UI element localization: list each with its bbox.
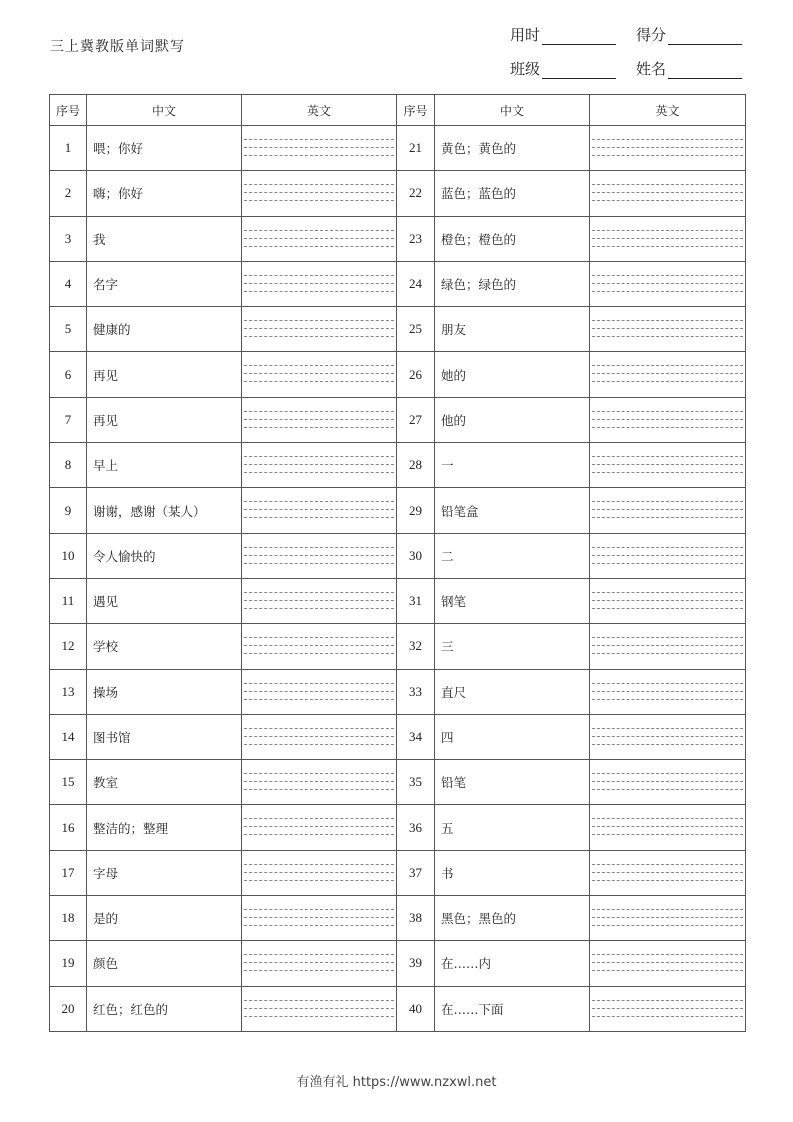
writing-guide-line <box>244 1000 394 1001</box>
writing-guide-line <box>592 1008 743 1009</box>
writing-guide-line <box>592 283 743 284</box>
writing-guide-line <box>244 184 394 185</box>
time-label: 用时 <box>510 26 541 44</box>
name-label: 姓名 <box>636 60 667 78</box>
english-answer-field[interactable] <box>242 216 397 261</box>
row-number: 28 <box>397 443 435 488</box>
english-answer-field[interactable] <box>242 805 397 850</box>
writing-guide-line <box>244 781 394 782</box>
english-answer-field[interactable] <box>242 397 397 442</box>
writing-guide-line <box>592 230 743 231</box>
writing-guide-line <box>592 419 743 420</box>
writing-guide-line <box>244 600 394 601</box>
english-answer-field[interactable] <box>590 760 746 805</box>
writing-guide-line <box>244 864 394 865</box>
english-answer-field[interactable] <box>590 896 746 941</box>
row-number: 13 <box>50 669 87 714</box>
row-number: 31 <box>397 578 435 623</box>
writing-guide-line <box>244 411 394 412</box>
writing-guide-line <box>592 925 743 926</box>
time-blank[interactable] <box>542 43 616 45</box>
header-chinese-left: 中文 <box>87 95 242 126</box>
writing-guide-line <box>244 456 394 457</box>
english-answer-field[interactable] <box>590 261 746 306</box>
table-row <box>50 171 746 216</box>
writing-guide-line <box>244 818 394 819</box>
writing-guide-line <box>244 826 394 827</box>
header-chinese-right: 中文 <box>435 95 590 126</box>
row-number: 10 <box>50 533 87 578</box>
chinese-word: 二 <box>435 533 590 578</box>
header-no-right: 序号 <box>397 95 435 126</box>
writing-guide-line <box>592 147 743 148</box>
chinese-word: 我 <box>87 216 242 261</box>
table-row <box>50 986 746 1031</box>
writing-guide-line <box>592 826 743 827</box>
chinese-word: 嗨；你好 <box>87 171 242 216</box>
writing-guide-line <box>244 139 394 140</box>
chinese-word: 红色；红色的 <box>87 986 242 1031</box>
english-answer-field[interactable] <box>242 307 397 352</box>
table-row <box>50 941 746 986</box>
english-answer-field[interactable] <box>590 624 746 669</box>
english-answer-field[interactable] <box>590 171 746 216</box>
writing-guide-line <box>592 275 743 276</box>
writing-guide-line <box>592 1016 743 1017</box>
writing-guide-line <box>592 411 743 412</box>
table-row <box>50 216 746 261</box>
writing-guide-line <box>244 872 394 873</box>
row-number: 9 <box>50 488 87 533</box>
writing-guide-line <box>592 291 743 292</box>
table-row <box>50 760 746 805</box>
writing-guide-line <box>592 699 743 700</box>
writing-guide-line <box>244 155 394 156</box>
table-row <box>50 896 746 941</box>
writing-guide-line <box>592 728 743 729</box>
writing-guide-line <box>244 683 394 684</box>
english-answer-field[interactable] <box>590 397 746 442</box>
writing-guide-line <box>244 1008 394 1009</box>
writing-guide-line <box>244 147 394 148</box>
chinese-word: 教室 <box>87 760 242 805</box>
writing-guide-line <box>592 691 743 692</box>
writing-guide-line <box>592 373 743 374</box>
english-answer-field[interactable] <box>590 352 746 397</box>
writing-guide-line <box>592 456 743 457</box>
writing-guide-line <box>244 962 394 963</box>
writing-guide-line <box>592 645 743 646</box>
writing-guide-line <box>592 834 743 835</box>
writing-guide-line <box>244 283 394 284</box>
writing-guide-line <box>592 744 743 745</box>
chinese-word: 他的 <box>435 397 590 442</box>
row-number: 14 <box>50 714 87 759</box>
english-answer-field[interactable] <box>242 261 397 306</box>
writing-guide-line <box>244 328 394 329</box>
writing-guide-line <box>244 645 394 646</box>
chinese-word: 四 <box>435 714 590 759</box>
chinese-word: 蓝色；蓝色的 <box>435 171 590 216</box>
writing-guide-line <box>244 336 394 337</box>
writing-guide-line <box>592 509 743 510</box>
english-answer-field[interactable] <box>590 714 746 759</box>
writing-guide-line <box>592 1000 743 1001</box>
writing-guide-line <box>592 909 743 910</box>
writing-guide-line <box>244 320 394 321</box>
writing-guide-line <box>592 365 743 366</box>
english-answer-field[interactable] <box>242 624 397 669</box>
writing-guide-line <box>592 501 743 502</box>
chinese-word: 在……下面 <box>435 986 590 1031</box>
row-number: 26 <box>397 352 435 397</box>
writing-guide-line <box>592 880 743 881</box>
row-number: 38 <box>397 896 435 941</box>
chinese-word: 名字 <box>87 261 242 306</box>
chinese-word: 她的 <box>435 352 590 397</box>
english-answer-field[interactable] <box>242 171 397 216</box>
chinese-word: 颜色 <box>87 941 242 986</box>
row-number: 37 <box>397 850 435 895</box>
english-answer-field[interactable] <box>242 986 397 1031</box>
chinese-word: 是的 <box>87 896 242 941</box>
writing-guide-line <box>592 246 743 247</box>
english-answer-field[interactable] <box>242 760 397 805</box>
chinese-word: 黄色；黄色的 <box>435 126 590 171</box>
score-label: 得分 <box>636 26 667 44</box>
writing-guide-line <box>244 501 394 502</box>
table-row <box>50 624 746 669</box>
row-number: 35 <box>397 760 435 805</box>
writing-guide-line <box>244 789 394 790</box>
writing-guide-line <box>244 925 394 926</box>
row-number: 33 <box>397 669 435 714</box>
chinese-word: 黑色；黑色的 <box>435 896 590 941</box>
english-answer-field[interactable] <box>590 126 746 171</box>
writing-guide-line <box>592 864 743 865</box>
row-number: 17 <box>50 850 87 895</box>
table-row <box>50 578 746 623</box>
writing-guide-line <box>244 909 394 910</box>
writing-guide-line <box>592 592 743 593</box>
writing-guide-line <box>244 192 394 193</box>
writing-guide-line <box>244 699 394 700</box>
writing-guide-line <box>592 381 743 382</box>
row-number: 29 <box>397 488 435 533</box>
table-row <box>50 533 746 578</box>
writing-guide-line <box>592 917 743 918</box>
english-answer-field[interactable] <box>242 126 397 171</box>
row-number: 22 <box>397 171 435 216</box>
writing-guide-line <box>244 728 394 729</box>
chinese-word: 铅笔 <box>435 760 590 805</box>
writing-guide-line <box>244 834 394 835</box>
english-answer-field[interactable] <box>590 669 746 714</box>
chinese-word: 遇见 <box>87 578 242 623</box>
writing-guide-line <box>244 970 394 971</box>
row-number: 27 <box>397 397 435 442</box>
row-number: 30 <box>397 533 435 578</box>
writing-guide-line <box>244 517 394 518</box>
writing-guide-line <box>592 600 743 601</box>
writing-guide-line <box>244 653 394 654</box>
chinese-word: 学校 <box>87 624 242 669</box>
writing-guide-line <box>244 246 394 247</box>
english-answer-field[interactable] <box>242 443 397 488</box>
row-number: 4 <box>50 261 87 306</box>
english-answer-field[interactable] <box>242 714 397 759</box>
writing-guide-line <box>592 464 743 465</box>
row-number: 19 <box>50 941 87 986</box>
name-blank[interactable] <box>668 77 742 79</box>
writing-guide-line <box>592 789 743 790</box>
table-row <box>50 261 746 306</box>
row-number: 1 <box>50 126 87 171</box>
writing-guide-line <box>244 230 394 231</box>
row-number: 18 <box>50 896 87 941</box>
table-row <box>50 850 746 895</box>
english-answer-field[interactable] <box>242 578 397 623</box>
writing-guide-line <box>244 419 394 420</box>
english-answer-field[interactable] <box>242 941 397 986</box>
row-number: 20 <box>50 986 87 1031</box>
name-field <box>636 58 742 79</box>
class-field <box>510 58 616 79</box>
writing-guide-line <box>244 736 394 737</box>
row-number: 16 <box>50 805 87 850</box>
chinese-word: 三 <box>435 624 590 669</box>
writing-guide-line <box>592 555 743 556</box>
english-answer-field[interactable] <box>590 443 746 488</box>
page-title: 三上冀教版单词默写 <box>50 39 185 55</box>
table-row <box>50 805 746 850</box>
english-answer-field[interactable] <box>590 216 746 261</box>
writing-guide-line <box>244 275 394 276</box>
english-answer-field[interactable] <box>590 850 746 895</box>
row-number: 23 <box>397 216 435 261</box>
table-row <box>50 669 746 714</box>
row-number: 25 <box>397 307 435 352</box>
writing-guide-line <box>592 320 743 321</box>
row-number: 11 <box>50 578 87 623</box>
chinese-word: 谢谢，感谢（某人） <box>87 488 242 533</box>
writing-guide-line <box>244 773 394 774</box>
row-number: 32 <box>397 624 435 669</box>
writing-guide-line <box>592 184 743 185</box>
class-label: 班级 <box>510 60 541 78</box>
row-number: 7 <box>50 397 87 442</box>
writing-guide-line <box>592 637 743 638</box>
row-number: 36 <box>397 805 435 850</box>
writing-guide-line <box>244 691 394 692</box>
writing-guide-line <box>592 427 743 428</box>
header-no-left: 序号 <box>50 95 87 126</box>
chinese-word: 橙色；橙色的 <box>435 216 590 261</box>
table-row <box>50 307 746 352</box>
writing-guide-line <box>244 1016 394 1017</box>
english-answer-field[interactable] <box>590 986 746 1031</box>
chinese-word: 书 <box>435 850 590 895</box>
table-row <box>50 397 746 442</box>
row-number: 5 <box>50 307 87 352</box>
writing-guide-line <box>244 373 394 374</box>
class-blank[interactable] <box>542 77 616 79</box>
chinese-word: 朋友 <box>435 307 590 352</box>
writing-guide-line <box>592 781 743 782</box>
english-answer-field[interactable] <box>590 533 746 578</box>
writing-guide-line <box>244 365 394 366</box>
chinese-word: 再见 <box>87 352 242 397</box>
writing-guide-line <box>592 683 743 684</box>
time-field <box>510 24 616 45</box>
header-english-right: 英文 <box>590 95 746 126</box>
writing-guide-line <box>592 336 743 337</box>
english-answer-field[interactable] <box>590 941 746 986</box>
chinese-word: 在……内 <box>435 941 590 986</box>
row-number: 40 <box>397 986 435 1031</box>
chinese-word: 五 <box>435 805 590 850</box>
chinese-word: 整洁的；整理 <box>87 805 242 850</box>
english-answer-field[interactable] <box>590 307 746 352</box>
table-row <box>50 126 746 171</box>
chinese-word: 字母 <box>87 850 242 895</box>
vocabulary-table <box>49 94 746 1032</box>
chinese-word: 再见 <box>87 397 242 442</box>
row-number: 24 <box>397 261 435 306</box>
chinese-word: 操场 <box>87 669 242 714</box>
chinese-word: 早上 <box>87 443 242 488</box>
writing-guide-line <box>244 200 394 201</box>
writing-guide-line <box>244 291 394 292</box>
writing-guide-line <box>244 880 394 881</box>
writing-guide-line <box>592 563 743 564</box>
chinese-word: 健康的 <box>87 307 242 352</box>
english-answer-field[interactable] <box>242 352 397 397</box>
writing-guide-line <box>592 139 743 140</box>
chinese-word: 令人愉快的 <box>87 533 242 578</box>
chinese-word: 直尺 <box>435 669 590 714</box>
writing-guide-line <box>244 917 394 918</box>
writing-guide-line <box>592 954 743 955</box>
writing-guide-line <box>592 472 743 473</box>
chinese-word: 铅笔盒 <box>435 488 590 533</box>
table-header-row <box>50 95 746 126</box>
row-number: 39 <box>397 941 435 986</box>
writing-guide-line <box>592 818 743 819</box>
writing-guide-line <box>592 608 743 609</box>
writing-guide-line <box>244 509 394 510</box>
writing-guide-line <box>244 592 394 593</box>
writing-guide-line <box>592 238 743 239</box>
writing-guide-line <box>592 872 743 873</box>
table-row <box>50 352 746 397</box>
table-row <box>50 443 746 488</box>
writing-guide-line <box>592 192 743 193</box>
chinese-word: 一 <box>435 443 590 488</box>
writing-guide-line <box>244 472 394 473</box>
english-answer-field[interactable] <box>590 488 746 533</box>
chinese-word: 喂；你好 <box>87 126 242 171</box>
footer-watermark: 有渔有礼 https://www.nzxwl.net <box>296 1075 497 1090</box>
row-number: 8 <box>50 443 87 488</box>
writing-guide-line <box>592 328 743 329</box>
writing-guide-line <box>244 954 394 955</box>
writing-guide-line <box>592 155 743 156</box>
chinese-word: 钢笔 <box>435 578 590 623</box>
english-answer-field[interactable] <box>242 533 397 578</box>
writing-guide-line <box>244 238 394 239</box>
score-field <box>636 24 742 45</box>
english-answer-field[interactable] <box>242 488 397 533</box>
table-row <box>50 714 746 759</box>
writing-guide-line <box>244 427 394 428</box>
writing-guide-line <box>244 744 394 745</box>
english-answer-field[interactable] <box>590 578 746 623</box>
writing-guide-line <box>244 637 394 638</box>
table-row <box>50 488 746 533</box>
writing-guide-line <box>592 970 743 971</box>
writing-guide-line <box>244 563 394 564</box>
writing-guide-line <box>244 381 394 382</box>
header-english-left: 英文 <box>242 95 397 126</box>
writing-guide-line <box>592 962 743 963</box>
row-number: 3 <box>50 216 87 261</box>
english-answer-field[interactable] <box>590 805 746 850</box>
writing-guide-line <box>244 464 394 465</box>
chinese-word: 图书馆 <box>87 714 242 759</box>
row-number: 21 <box>397 126 435 171</box>
writing-guide-line <box>244 547 394 548</box>
row-number: 12 <box>50 624 87 669</box>
row-number: 15 <box>50 760 87 805</box>
writing-guide-line <box>244 608 394 609</box>
writing-guide-line <box>592 653 743 654</box>
chinese-word: 绿色；绿色的 <box>435 261 590 306</box>
english-answer-field[interactable] <box>242 850 397 895</box>
row-number: 34 <box>397 714 435 759</box>
writing-guide-line <box>592 517 743 518</box>
score-blank[interactable] <box>668 43 742 45</box>
row-number: 2 <box>50 171 87 216</box>
row-number: 6 <box>50 352 87 397</box>
writing-guide-line <box>592 200 743 201</box>
writing-guide-line <box>592 547 743 548</box>
english-answer-field[interactable] <box>242 669 397 714</box>
writing-guide-line <box>592 736 743 737</box>
english-answer-field[interactable] <box>242 896 397 941</box>
writing-guide-line <box>244 555 394 556</box>
writing-guide-line <box>592 773 743 774</box>
